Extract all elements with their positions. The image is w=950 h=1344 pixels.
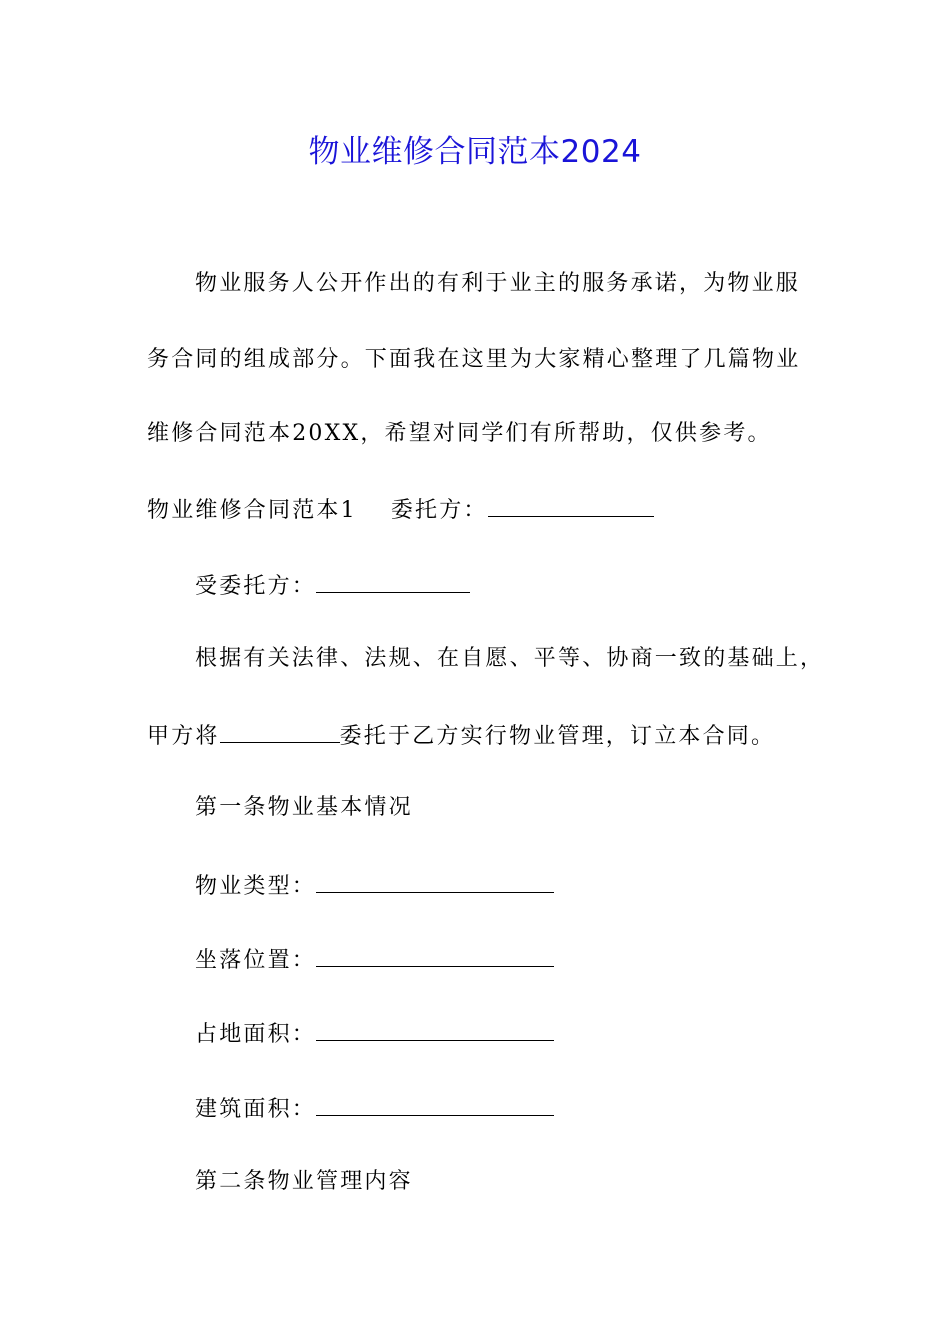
property-name-blank [220,718,340,743]
land-area-label: 占地面积： [195,1022,317,1047]
location-label: 坐落位置： [195,948,317,973]
basis-line-2 [147,718,775,753]
principal-blank [488,492,654,517]
location-row [195,942,554,977]
basis-suffix: 委托于乙方实行物业管理，订立本合同。 [339,724,776,749]
contract-heading: 物业维修合同范本1 [147,498,357,523]
basis-prefix: 甲方将 [147,724,220,749]
article-1-heading: 第一条物业基本情况 [195,795,413,820]
agent-row [195,568,470,603]
intro-line-1: 物业服务人公开作出的有利于业主的服务承诺，为物业服 [195,271,801,296]
property-type-row [195,868,554,903]
property-type-blank [316,868,554,893]
intro-line-3: 维修合同范本20XX，希望对同学们有所帮助，仅供参考。 [147,421,772,446]
building-area-label: 建筑面积： [195,1097,317,1122]
document-title: 物业维修合同范本2024 [308,134,642,170]
article-2-heading: 第二条物业管理内容 [195,1169,413,1194]
agent-label: 受委托方： [195,574,317,599]
intro-line-2: 务合同的组成部分。下面我在这里为大家精心整理了几篇物业 [147,347,801,372]
building-area-blank [316,1091,554,1116]
land-area-row [195,1016,554,1051]
property-type-label: 物业类型： [195,874,317,899]
building-area-row [195,1091,554,1126]
principal-label: 委托方： [390,498,488,523]
contract-heading-row [147,492,654,527]
basis-line-1: 根据有关法律、法规、在自愿、平等、协商一致的基础上， [195,646,825,671]
location-blank [316,942,554,967]
land-area-blank [316,1016,554,1041]
agent-blank [316,568,470,593]
